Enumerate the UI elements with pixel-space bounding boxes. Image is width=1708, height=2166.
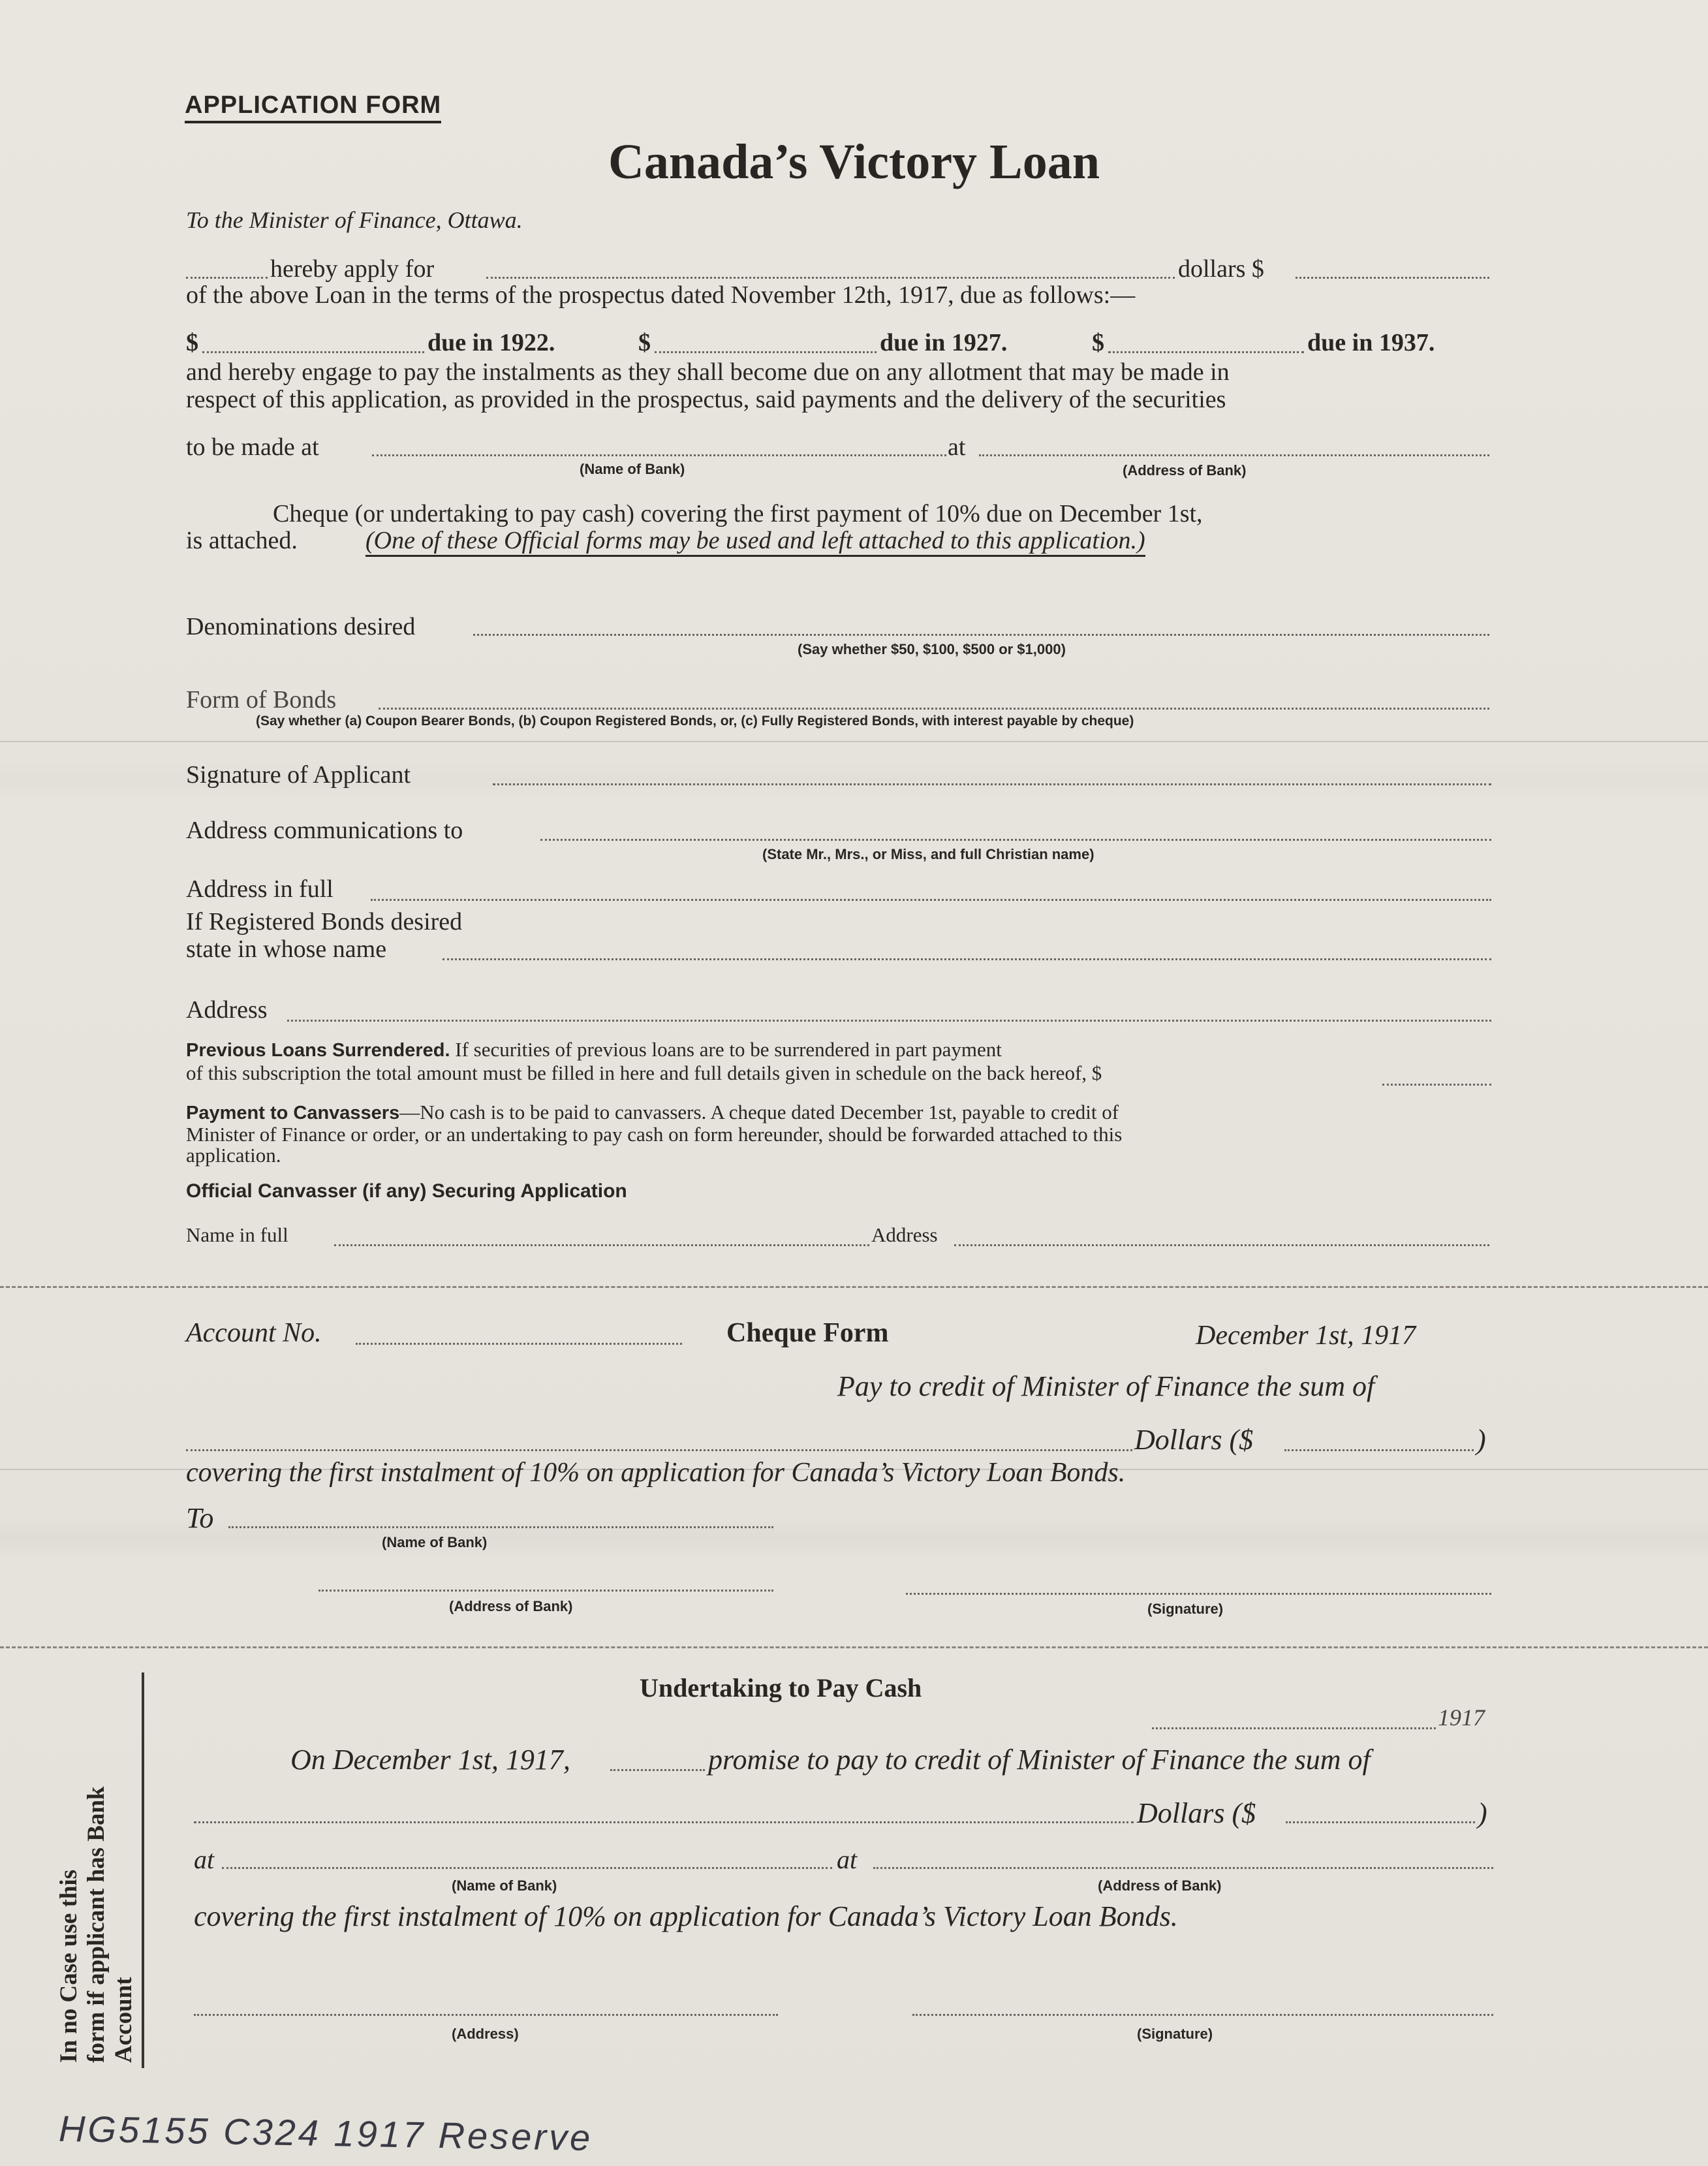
cheque-amount-words-field[interactable] [186, 1449, 1132, 1451]
address-full-label: Address in full [186, 875, 334, 903]
amount-words-field[interactable] [486, 277, 1175, 279]
form-of-bonds-hint: (Say whether (a) Coupon Bearer Bonds, (b) Coupon Registered Bonds, or, (c) Fully Registered Bonds, with interest payable by cheque) [256, 714, 1134, 729]
address-communications-label: Address communications to [186, 817, 463, 844]
side-note-line-1: In no Case use this [55, 1869, 82, 2063]
denominations-field[interactable] [473, 634, 1489, 636]
payment-canvassers-paragraph [186, 1101, 1119, 1124]
previous-loans-text-2: of this subscription the total amount must be filled in here and full details given in schedule on the back hereof, $ [186, 1061, 1102, 1084]
cheque-pay-line: Pay to credit of Minister of Finance the sum of [837, 1370, 1375, 1402]
cheque-signature-hint: (Signature) [1147, 1601, 1224, 1617]
payment-canvassers-text-2: Minister of Finance or order, or an undertaking to pay cash on form hereunder, should be forwarded attached to this [186, 1123, 1123, 1146]
cheque-line-1: Cheque (or undertaking to pay cash) covering the first payment of 10% due on December 1st, [273, 500, 1203, 527]
undertaking-address-hint: (Address) [452, 2026, 519, 2042]
form-of-bonds-label: Form of Bonds [186, 686, 337, 714]
due-1937-field[interactable] [1108, 351, 1304, 353]
address-label: Address [186, 996, 268, 1024]
undertaking-bank-address-field[interactable] [873, 1867, 1493, 1869]
signature-applicant-field[interactable] [493, 783, 1491, 785]
undertaking-promise-prefix: On December 1st, 1917, [290, 1744, 570, 1776]
perforation-line [0, 1286, 1708, 1288]
previous-loans-paragraph [186, 1038, 1002, 1061]
due-1927-label: due in 1927. [880, 329, 1008, 356]
undertaking-amount-words-field[interactable] [194, 1821, 1134, 1823]
canvasser-name-label: Name in full [186, 1223, 288, 1246]
apply-text: hereby apply for [270, 255, 435, 283]
cheque-close-paren: ) [1476, 1424, 1486, 1456]
address-communications-hint: (State Mr., Mrs., or Miss, and full Christian name) [762, 846, 1095, 862]
engage-line-1: and hereby engage to pay the instalments as they shall become due on any allotment that may be made in [186, 358, 1230, 386]
registered-bonds-label-2: state in whose name [186, 935, 387, 963]
undertaking-date-field[interactable] [1152, 1727, 1436, 1729]
payment-canvassers-text-1: —No cash is to be paid to canvassers. A cheque dated December 1st, payable to credit of [399, 1101, 1119, 1123]
engage-line-2: respect of this application, as provided in the prospectus, said payments and the delivery of the securities [186, 386, 1226, 413]
dollar-sign: $ [186, 329, 198, 356]
bank-name-field[interactable] [372, 454, 946, 456]
page-title: Canada’s Victory Loan [608, 134, 1100, 189]
name-of-bank-hint: (Name of Bank) [580, 461, 685, 477]
undertaking-address-field[interactable] [194, 2014, 778, 2016]
address-of-bank-hint: (Address of Bank) [1123, 462, 1247, 479]
undertaking-name-of-bank-hint: (Name of Bank) [452, 1877, 557, 1894]
cheque-amount-figures-field[interactable] [1284, 1449, 1474, 1451]
undertaking-address-of-bank-hint: (Address of Bank) [1098, 1877, 1222, 1894]
fold-crease [0, 741, 1708, 742]
side-note-line-3: Account [110, 1977, 137, 2063]
cheque-line-2-prefix: is attached. [186, 527, 298, 554]
undertaking-dollars-label: Dollars ($ [1137, 1797, 1256, 1829]
undertaking-bank-name-field[interactable] [222, 1867, 832, 1869]
cheque-signature-field[interactable] [906, 1593, 1491, 1595]
bank-address-field[interactable] [979, 454, 1489, 456]
denominations-hint: (Say whether $50, $100, $500 or $1,000) [798, 641, 1066, 657]
handwritten-call-number: HG5155 C324 1917 Reserve [58, 2107, 593, 2159]
address-full-field[interactable] [371, 899, 1491, 901]
undertaking-covering-line: covering the first instalment of 10% on application for Canada’s Victory Loan Bonds. [194, 1900, 1178, 1932]
due-1922-field[interactable] [202, 351, 424, 353]
side-note [55, 1786, 138, 2063]
perforation-line [0, 1646, 1708, 1648]
undertaking-at-label-2: at [837, 1845, 858, 1874]
applicant-name-field[interactable] [186, 277, 268, 279]
cheque-dollars-label: Dollars ($ [1134, 1424, 1254, 1456]
cheque-bank-name-field[interactable] [228, 1526, 773, 1528]
signature-applicant-label: Signature of Applicant [186, 761, 411, 789]
due-1922-label: due in 1922. [427, 329, 555, 356]
address-communications-field[interactable] [540, 839, 1491, 841]
at-label: at [948, 433, 966, 461]
amount-figures-field[interactable] [1296, 277, 1489, 279]
cheque-bank-address-field[interactable] [318, 1590, 773, 1592]
form-label: APPLICATION FORM [185, 91, 441, 123]
denominations-label: Denominations desired [186, 613, 416, 640]
cheque-address-of-bank-hint: (Address of Bank) [449, 1598, 573, 1614]
undertaking-close-paren: ) [1478, 1797, 1487, 1829]
previous-loans-title: Previous Loans Surrendered. [186, 1040, 450, 1061]
form-of-bonds-field[interactable] [379, 708, 1489, 710]
registered-name-field[interactable] [443, 958, 1491, 960]
payment-canvassers-title: Payment to Canvassers [186, 1103, 400, 1123]
made-at-label: to be made at [186, 433, 319, 461]
undertaking-title: Undertaking to Pay Cash [640, 1673, 922, 1703]
previous-loans-text-1: If securities of previous loans are to be surrendered in part payment [450, 1038, 1002, 1061]
cheque-to-label: To [186, 1502, 214, 1534]
registered-bonds-label-1: If Registered Bonds desired [186, 908, 463, 935]
payment-canvassers-text-3: application. [186, 1144, 281, 1167]
side-rule [142, 1672, 144, 2068]
dollar-sign: $ [638, 329, 651, 356]
undertaking-promisor-field[interactable] [610, 1769, 705, 1771]
undertaking-year: 1917 [1438, 1704, 1485, 1731]
previous-loans-amount-field[interactable] [1382, 1084, 1491, 1086]
undertaking-signature-field[interactable] [912, 2014, 1493, 2016]
addressee: To the Minister of Finance, Ottawa. [186, 207, 523, 233]
cheque-form-title: Cheque Form [726, 1318, 889, 1348]
due-1927-field[interactable] [655, 351, 877, 353]
dollar-sign: $ [1092, 329, 1104, 356]
cheque-covering-line: covering the first instalment of 10% on application for Canada’s Victory Loan Bonds. [186, 1458, 1126, 1488]
account-no-label: Account No. [186, 1318, 322, 1348]
dollars-text: dollars $ [1178, 255, 1264, 283]
undertaking-signature-hint: (Signature) [1137, 2026, 1213, 2042]
cheque-line-2-note: (One of these Official forms may be used and left attached to this application.) [365, 526, 1145, 557]
account-no-field[interactable] [356, 1343, 682, 1345]
due-1937-label: due in 1937. [1307, 329, 1435, 356]
canvasser-name-field[interactable] [334, 1244, 869, 1246]
cheque-date: December 1st, 1917 [1196, 1321, 1416, 1351]
canvasser-address-field[interactable] [954, 1244, 1489, 1246]
address-field[interactable] [287, 1020, 1491, 1022]
terms-line: of the above Loan in the terms of the prospectus dated November 12th, 1917, due as follows:— [186, 281, 1136, 309]
undertaking-amount-figures-field[interactable] [1286, 1821, 1475, 1823]
cheque-name-of-bank-hint: (Name of Bank) [382, 1534, 488, 1550]
canvasser-title: Official Canvasser (if any) Securing Application [186, 1180, 627, 1202]
undertaking-at-label: at [194, 1845, 215, 1874]
side-note-line-2: form if applicant has Bank [83, 1786, 110, 2063]
undertaking-promise-suffix: promise to pay to credit of Minister of Finance the sum of [708, 1744, 1371, 1776]
canvasser-address-label: Address [871, 1223, 938, 1246]
